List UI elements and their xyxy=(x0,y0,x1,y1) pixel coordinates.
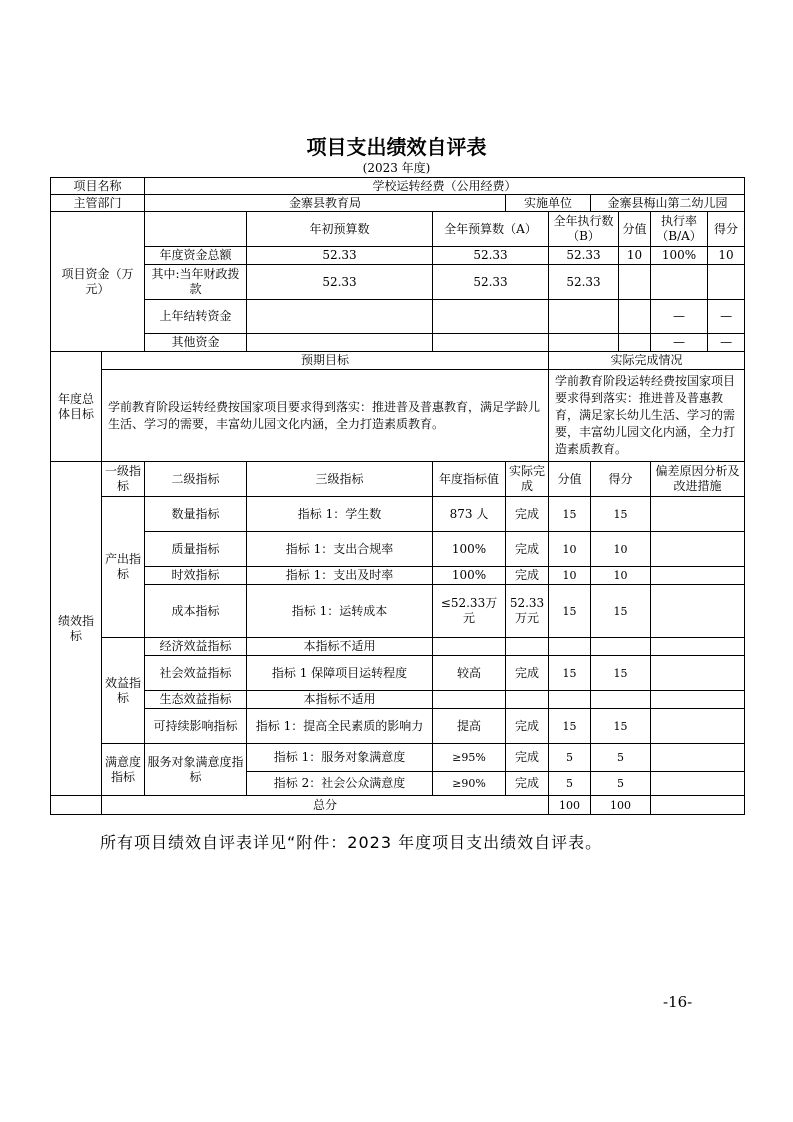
perf-level2: 生态效益指标 xyxy=(145,691,247,709)
page-title: 项目支出绩效自评表 xyxy=(306,135,487,159)
funds-header-annual: 全年预算数（A） xyxy=(433,212,549,247)
funds-header-initial: 年初预算数 xyxy=(247,212,433,247)
perf-actual: 52.33万元 xyxy=(506,585,549,638)
perf-target xyxy=(433,638,506,656)
funds-row-label: 上年结转资金 xyxy=(145,300,247,334)
perf-deviation xyxy=(651,532,745,567)
perf-score: 15 xyxy=(591,585,651,638)
perf-target: ≤52.33万元 xyxy=(433,585,506,638)
funds-row-score-value xyxy=(619,265,651,300)
year-subtitle: (2023 年度) xyxy=(362,161,431,175)
funds-row-annual xyxy=(433,334,549,352)
perf-value: 15 xyxy=(549,709,591,744)
perf-deviation xyxy=(651,772,745,796)
total-deviation xyxy=(651,796,745,815)
perf-target: 较高 xyxy=(433,656,506,691)
perf-score: 10 xyxy=(591,532,651,567)
perf-level3: 本指标不适用 xyxy=(247,691,433,709)
perf-level3: 指标 1：服务对象满意度 xyxy=(247,744,433,772)
perf-header-value: 分值 xyxy=(549,462,591,497)
self-evaluation-table xyxy=(50,177,745,815)
perf-header-level3: 三级指标 xyxy=(247,462,433,497)
perf-value: 10 xyxy=(549,567,591,585)
perf-level3: 指标 1：学生数 xyxy=(247,497,433,532)
funds-row-annual xyxy=(433,300,549,334)
perf-value xyxy=(549,691,591,709)
funds-row-score: 10 xyxy=(708,247,745,265)
funds-header-blank xyxy=(145,212,247,247)
funds-row-rate: — xyxy=(651,334,708,352)
perf-level2: 社会效益指标 xyxy=(145,656,247,691)
perf-score: 15 xyxy=(591,497,651,532)
perf-value: 5 xyxy=(549,772,591,796)
goals-actual-header: 实际完成情况 xyxy=(549,352,745,370)
perf-actual: 完成 xyxy=(506,497,549,532)
perf-level3: 指标 1：支出合规率 xyxy=(247,532,433,567)
perf-score: 15 xyxy=(591,656,651,691)
funds-row-rate xyxy=(651,265,708,300)
perf-score xyxy=(591,691,651,709)
perf-deviation xyxy=(651,585,745,638)
satisfaction-indicator-label: 满意度指标 xyxy=(102,744,145,796)
perf-value: 15 xyxy=(549,497,591,532)
perf-deviation xyxy=(651,638,745,656)
perf-actual: 完成 xyxy=(506,532,549,567)
total-blank xyxy=(51,796,102,815)
performance-label: 绩效指标 xyxy=(51,462,102,796)
total-label: 总分 xyxy=(102,796,549,815)
goals-expected-text: 学前教育阶段运转经费按国家项目要求得到落实：推进普及普惠教育，满足学龄儿生活、学习的需要，丰富幼儿园文化内涵，全力打造素质教育。 xyxy=(102,370,549,462)
perf-header-level1: 一级指标 xyxy=(102,462,145,497)
perf-actual: 完成 xyxy=(506,709,549,744)
funds-row-executed xyxy=(549,334,619,352)
perf-value: 15 xyxy=(549,585,591,638)
unit-value: 金寨县梅山第二幼儿园 xyxy=(591,195,745,212)
funds-row-score: — xyxy=(708,334,745,352)
perf-level2: 数量指标 xyxy=(145,497,247,532)
perf-target: 100% xyxy=(433,567,506,585)
funds-row-initial: 52.33 xyxy=(247,265,433,300)
perf-score: 5 xyxy=(591,772,651,796)
perf-value: 5 xyxy=(549,744,591,772)
perf-actual: 完成 xyxy=(506,772,549,796)
perf-deviation xyxy=(651,656,745,691)
perf-deviation xyxy=(651,567,745,585)
footer-note: 所有项目绩效自评表详见“附件：2023 年度项目支出绩效自评表。 xyxy=(100,833,603,852)
perf-score: 10 xyxy=(591,567,651,585)
goals-actual-text: 学前教育阶段运转经费按国家项目要求得到落实：推进普及普惠教育，满足家长幼儿生活、学习的需要，丰富幼儿园文化内涵，全力打造素质教育。 xyxy=(549,370,745,462)
funds-header-executed: 全年执行数（B） xyxy=(549,212,619,247)
perf-score: 5 xyxy=(591,744,651,772)
perf-actual: 完成 xyxy=(506,744,549,772)
funds-row-rate: 100% xyxy=(651,247,708,265)
perf-target: ≥90% xyxy=(433,772,506,796)
perf-header-level2: 二级指标 xyxy=(145,462,247,497)
perf-value: 15 xyxy=(549,656,591,691)
funds-row-executed: 52.33 xyxy=(549,247,619,265)
funds-row-annual: 52.33 xyxy=(433,265,549,300)
goals-expected-header: 预期目标 xyxy=(102,352,549,370)
perf-level3: 指标 2：社会公众满意度 xyxy=(247,772,433,796)
benefit-indicator-label: 效益指标 xyxy=(102,638,145,744)
funds-row-initial: 52.33 xyxy=(247,247,433,265)
funds-row-label: 年度资金总额 xyxy=(145,247,247,265)
perf-level2: 时效指标 xyxy=(145,567,247,585)
funds-label: 项目资金（万元） xyxy=(51,212,145,352)
funds-row-executed: 52.33 xyxy=(549,265,619,300)
goals-label: 年度总体目标 xyxy=(51,352,102,462)
perf-deviation xyxy=(651,709,745,744)
perf-value: 10 xyxy=(549,532,591,567)
project-name-label: 项目名称 xyxy=(51,178,145,195)
funds-row-score: — xyxy=(708,300,745,334)
perf-target: 873 人 xyxy=(433,497,506,532)
dept-value: 金寨县教育局 xyxy=(145,195,506,212)
funds-row-label: 其他资金 xyxy=(145,334,247,352)
perf-deviation xyxy=(651,497,745,532)
perf-header-deviation: 偏差原因分析及改进措施 xyxy=(651,462,745,497)
perf-deviation xyxy=(651,691,745,709)
perf-level3: 指标 1：运转成本 xyxy=(247,585,433,638)
funds-row-initial xyxy=(247,300,433,334)
perf-score xyxy=(591,638,651,656)
perf-level3: 指标 1：提高全民素质的影响力 xyxy=(247,709,433,744)
unit-label: 实施单位 xyxy=(506,195,591,212)
perf-header-target: 年度指标值 xyxy=(433,462,506,497)
perf-actual xyxy=(506,691,549,709)
perf-level2: 质量指标 xyxy=(145,532,247,567)
funds-row-annual: 52.33 xyxy=(433,247,549,265)
funds-row-executed xyxy=(549,300,619,334)
dept-label: 主管部门 xyxy=(51,195,145,212)
project-name-value: 学校运转经费（公用经费） xyxy=(145,178,745,195)
perf-value xyxy=(549,638,591,656)
perf-level2: 经济效益指标 xyxy=(145,638,247,656)
perf-target: 提高 xyxy=(433,709,506,744)
funds-row-score-value xyxy=(619,334,651,352)
perf-level3: 本指标不适用 xyxy=(247,638,433,656)
perf-level2: 成本指标 xyxy=(145,585,247,638)
perf-target xyxy=(433,691,506,709)
page-number: -16- xyxy=(663,993,693,1011)
perf-header-score: 得分 xyxy=(591,462,651,497)
funds-row-rate: — xyxy=(651,300,708,334)
perf-level3: 指标 1 保障项目运转程度 xyxy=(247,656,433,691)
perf-target: 100% xyxy=(433,532,506,567)
funds-header-rate: 执行率（B/A） xyxy=(651,212,708,247)
funds-row-label: 其中:当年财政拨款 xyxy=(145,265,247,300)
total-value: 100 xyxy=(549,796,591,815)
funds-row-score xyxy=(708,265,745,300)
perf-score: 15 xyxy=(591,709,651,744)
perf-actual: 完成 xyxy=(506,656,549,691)
perf-header-actual: 实际完成 xyxy=(506,462,549,497)
funds-header-score: 得分 xyxy=(708,212,745,247)
perf-actual xyxy=(506,638,549,656)
perf-deviation xyxy=(651,744,745,772)
perf-actual: 完成 xyxy=(506,567,549,585)
perf-level2: 服务对象满意度指标 xyxy=(145,744,247,796)
perf-target: ≥95% xyxy=(433,744,506,772)
funds-header-score-value: 分值 xyxy=(619,212,651,247)
output-indicator-label: 产出指标 xyxy=(102,497,145,638)
funds-row-score-value: 10 xyxy=(619,247,651,265)
perf-level2: 可持续影响指标 xyxy=(145,709,247,744)
perf-level3: 指标 1：支出及时率 xyxy=(247,567,433,585)
funds-row-initial xyxy=(247,334,433,352)
total-score: 100 xyxy=(591,796,651,815)
funds-row-score-value xyxy=(619,300,651,334)
